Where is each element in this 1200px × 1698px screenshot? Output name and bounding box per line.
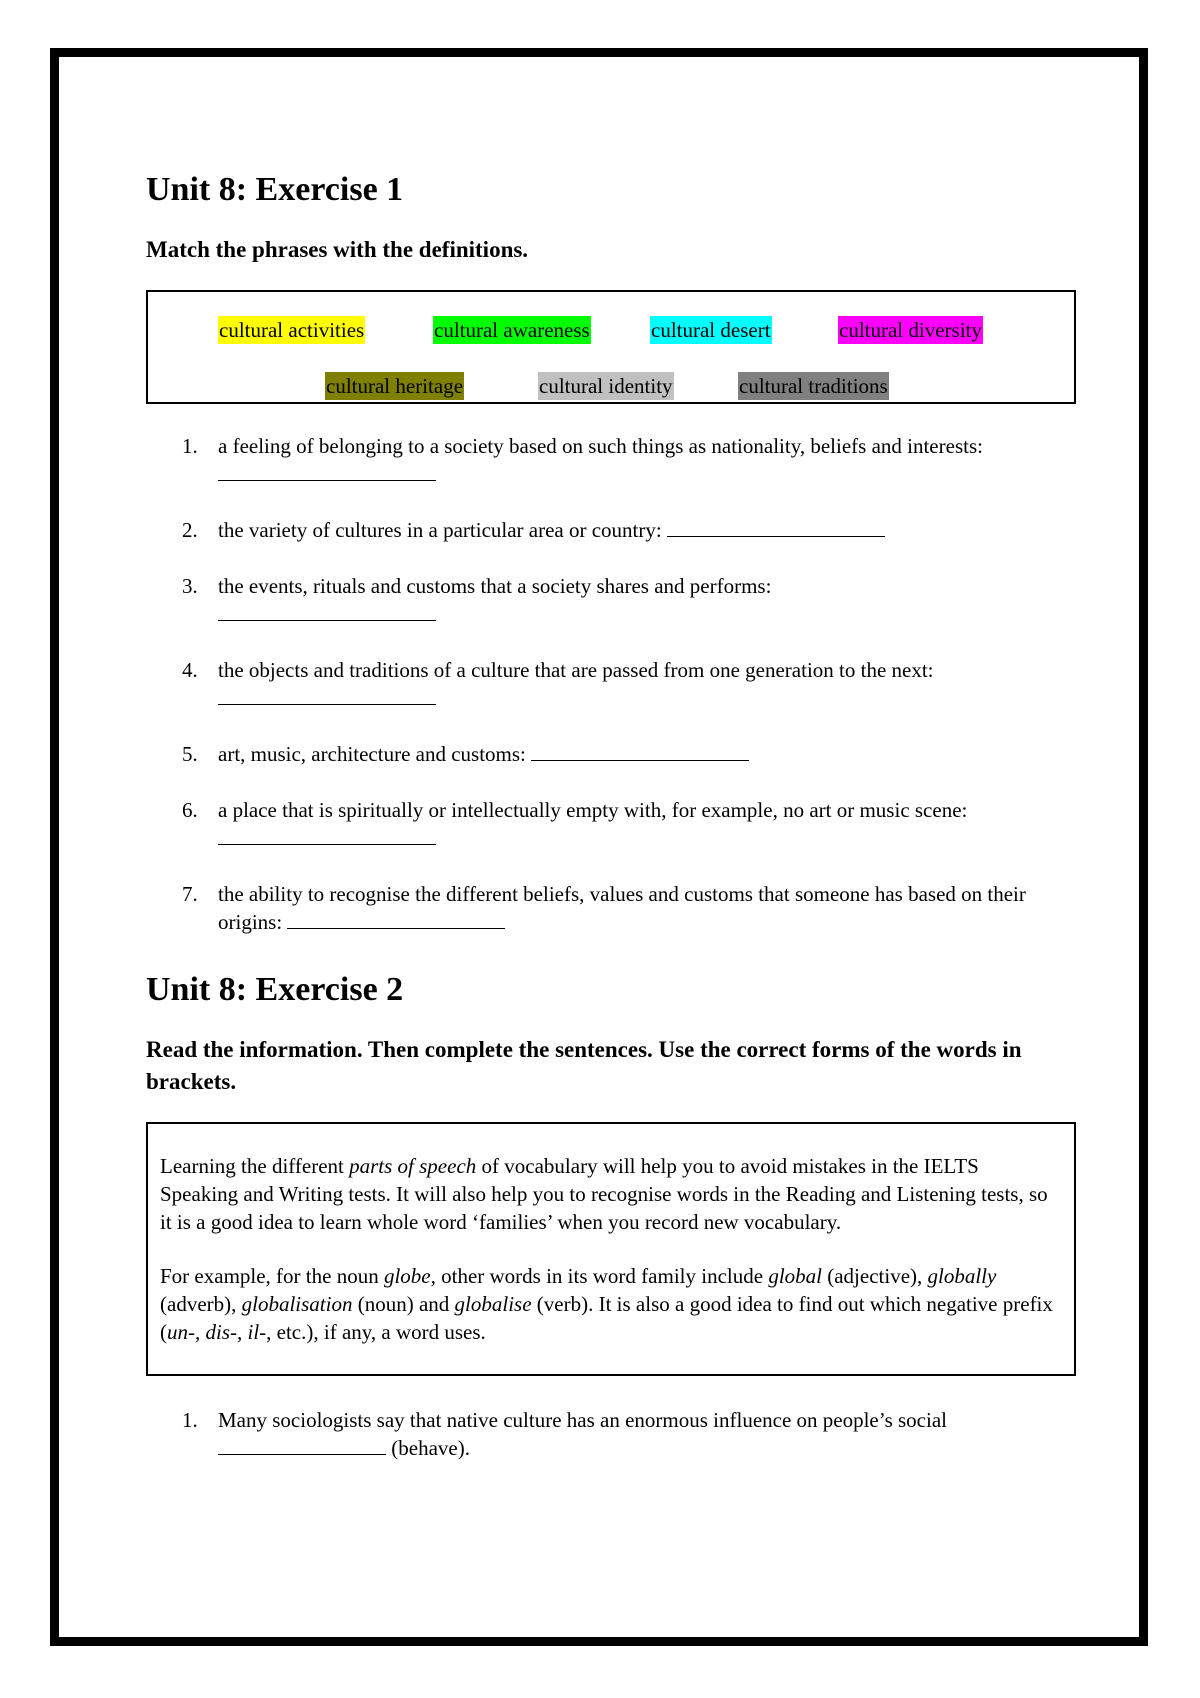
list-item: 3. the events, rituals and customs that a society shares and performs: [146, 572, 1076, 628]
answer-blank[interactable] [218, 600, 436, 621]
exercise2-title: Unit 8: Exercise 2 [146, 971, 404, 1008]
list-item: 2. the variety of cultures in a particular area or country: [146, 516, 1076, 544]
list-item: 1. a feeling of belonging to a society based on such things as nationality, beliefs and interests: [146, 432, 1076, 488]
phrase-cultural-activities: cultural activities [219, 318, 365, 342]
info-paragraph-2: For example, for the noun globe, other words in its word family include global (adjective), globally (adverb), globalisation (noun) and globalise (verb). It is also a good idea to find out which negative prefix (un-, dis-, il-, etc.), if any, a word uses. [160, 1264, 1053, 1344]
phrase-cultural-desert: cultural desert [651, 318, 771, 342]
phrase-cultural-awareness: cultural awareness [434, 318, 590, 342]
answer-blank[interactable] [667, 516, 885, 537]
exercise1-list [146, 432, 1076, 936]
phrase-cultural-diversity: cultural diversity [839, 318, 982, 342]
info-box [146, 1122, 1076, 1376]
phrase-cultural-identity: cultural identity [539, 374, 673, 398]
phrase-cultural-traditions: cultural traditions [739, 374, 888, 398]
answer-blank[interactable] [287, 908, 505, 929]
answer-blank[interactable] [218, 1434, 386, 1455]
list-item: 5. art, music, architecture and customs: [146, 740, 1076, 768]
answer-blank[interactable] [218, 460, 436, 481]
exercise2-list [146, 1406, 1076, 1462]
answer-blank[interactable] [218, 824, 436, 845]
phrase-box [146, 290, 1076, 404]
list-item: 1. Many sociologists say that native culture has an enormous influence on people’s social (behave). [182, 1408, 947, 1460]
worksheet [146, 170, 1076, 1462]
exercise1-title: Unit 8: Exercise 1 [146, 171, 404, 208]
list-item: 7. the ability to recognise the different beliefs, values and customs that someone has based on their origins: [182, 882, 1026, 934]
answer-blank[interactable] [531, 740, 749, 761]
exercise1-instruction: Match the phrases with the definitions. [146, 237, 529, 262]
answer-blank[interactable] [218, 684, 436, 705]
list-item: 4. the objects and traditions of a culture that are passed from one generation to the next: [146, 656, 1076, 712]
phrase-cultural-heritage: cultural heritage [326, 374, 464, 398]
info-paragraph-1: Learning the different parts of speech of vocabulary will help you to avoid mistakes in the IELTS Speaking and Writing tests. It will also help you to recognise words in the Reading and Listening tests, so it is a good idea to learn whole word ‘families’ when you record new vocabulary. [160, 1154, 1048, 1234]
exercise2-instruction: Read the information. Then complete the sentences. Use the correct forms of the words in brackets. [146, 1037, 1022, 1094]
list-item: 6. a place that is spiritually or intellectually empty with, for example, no art or music scene: [146, 796, 1076, 852]
